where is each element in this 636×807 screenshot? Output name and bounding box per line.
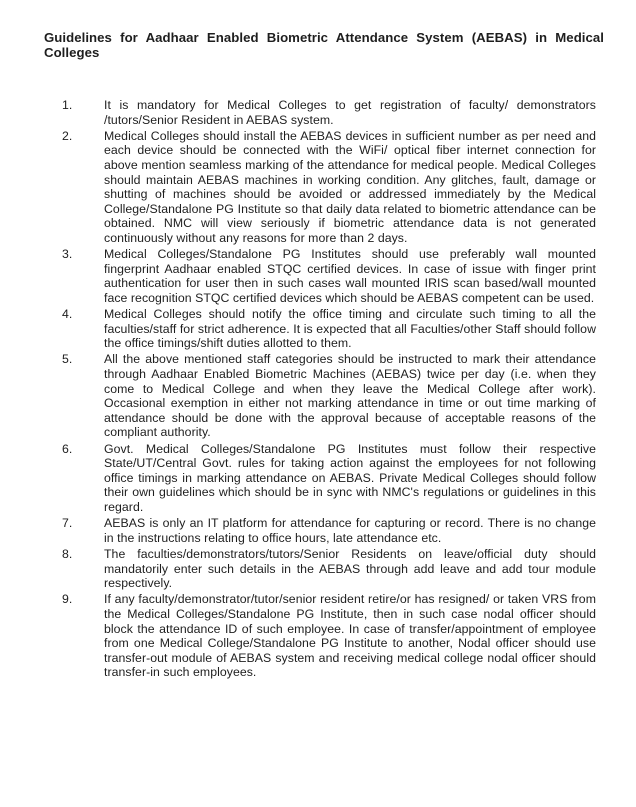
item-text: AEBAS is only an IT platform for attendance for capturing or record. There is no change in the instructions relating to office hours, late attendance etc. [104, 516, 596, 545]
item-text: Medical Colleges/Standalone PG Institutes should use preferably wall mounted fingerprint Aadhaar enabled STQC certified devices. In case of issue with finger print authentication for user then in such cases wall mounted IRIS scan based/wall mounted face recognition STQC certified devices which should be AEBAS competent can be used. [104, 247, 596, 305]
item-number: 7. [62, 516, 73, 531]
item-text: All the above mentioned staff categories should be instructed to mark their attendance through Aadhaar Enabled Biometric Machines (AEBAS) twice per day (i.e. when they come to Medical College and when they leave the Medical College after work). Occasional exemption in either not marking attendance in time or out time marking of attendance should be done with the approval because of acceptable reasons of the compliant authority. [104, 352, 596, 440]
item-number: 4. [62, 307, 73, 322]
item-number: 3. [62, 247, 73, 262]
item-number: 2. [62, 128, 73, 143]
guideline-item [56, 352, 596, 440]
guideline-item [56, 442, 596, 515]
item-number: 1. [62, 98, 73, 112]
guideline-item [56, 516, 596, 545]
item-text: If any faculty/demonstrator/tutor/senior resident retire/or has resigned/ or taken VRS from the Medical Colleges/Standalone PG Institute, then in such case nodal officer should block the attendance ID of such employee. In case of transfer/appointment of employee from one Medical College/Standalone PG Institute to another, Nodal officer should use transfer-out module of AEBAS system and receiving medical college nodal officer should transfer-in such employees. [104, 592, 596, 680]
item-text: Govt. Medical Colleges/Standalone PG Institutes must follow their respective State/UT/Central Govt. rules for taking action against the employees for not following office timings in marking attendance on AEBAS. Private Medical Colleges should follow their own guidelines which should be in sync with NMC's regulations or guidelines in this regard. [104, 441, 596, 514]
guideline-item [56, 98, 596, 127]
guideline-item [56, 247, 596, 305]
guideline-item [56, 307, 596, 351]
item-number: 6. [62, 441, 73, 456]
guideline-item [56, 129, 596, 246]
item-text: Medical Colleges should notify the office timing and circulate such timing to all the faculties/staff for strict adherence. It is expected that all Faculties/other Staff should follow the office timings/shift duties allotted to them. [104, 307, 596, 351]
guideline-list [56, 98, 596, 682]
item-number: 8. [62, 546, 73, 561]
item-text: Medical Colleges should install the AEBAS devices in sufficient number as per need and each device should be connected with the WiFi/ optical fiber internet connection for above mention seamless marking of the attendance for medical people. Medical Colleges should maintain AEBAS machines in working condition. Any glitches, fault, damage or shutting of machines should be avoided or addressed immediately by the Medical College/Standalone PG Institute so that daily data related to biometric attendance can be obtained. NMC will view seriously if biometric attendance data is not generated continuously without any reasons for more than 2 days. [104, 128, 596, 245]
item-text: The faculties/demonstrators/tutors/Senior Residents on leave/official duty should mandatorily enter such details in the AEBAS through add leave and add tour module respectively. [104, 546, 596, 591]
guideline-item [56, 547, 596, 591]
item-text: It is mandatory for Medical Colleges to get registration of faculty/ demonstrators /tutors/Senior Resident in AEBAS system. [104, 98, 596, 127]
item-number: 5. [62, 352, 73, 367]
document-title: Guidelines for Aadhaar Enabled Biometric Attendance System (AEBAS) in Medical Colleges [44, 30, 604, 60]
item-number: 9. [62, 592, 73, 607]
guideline-item [56, 592, 596, 680]
